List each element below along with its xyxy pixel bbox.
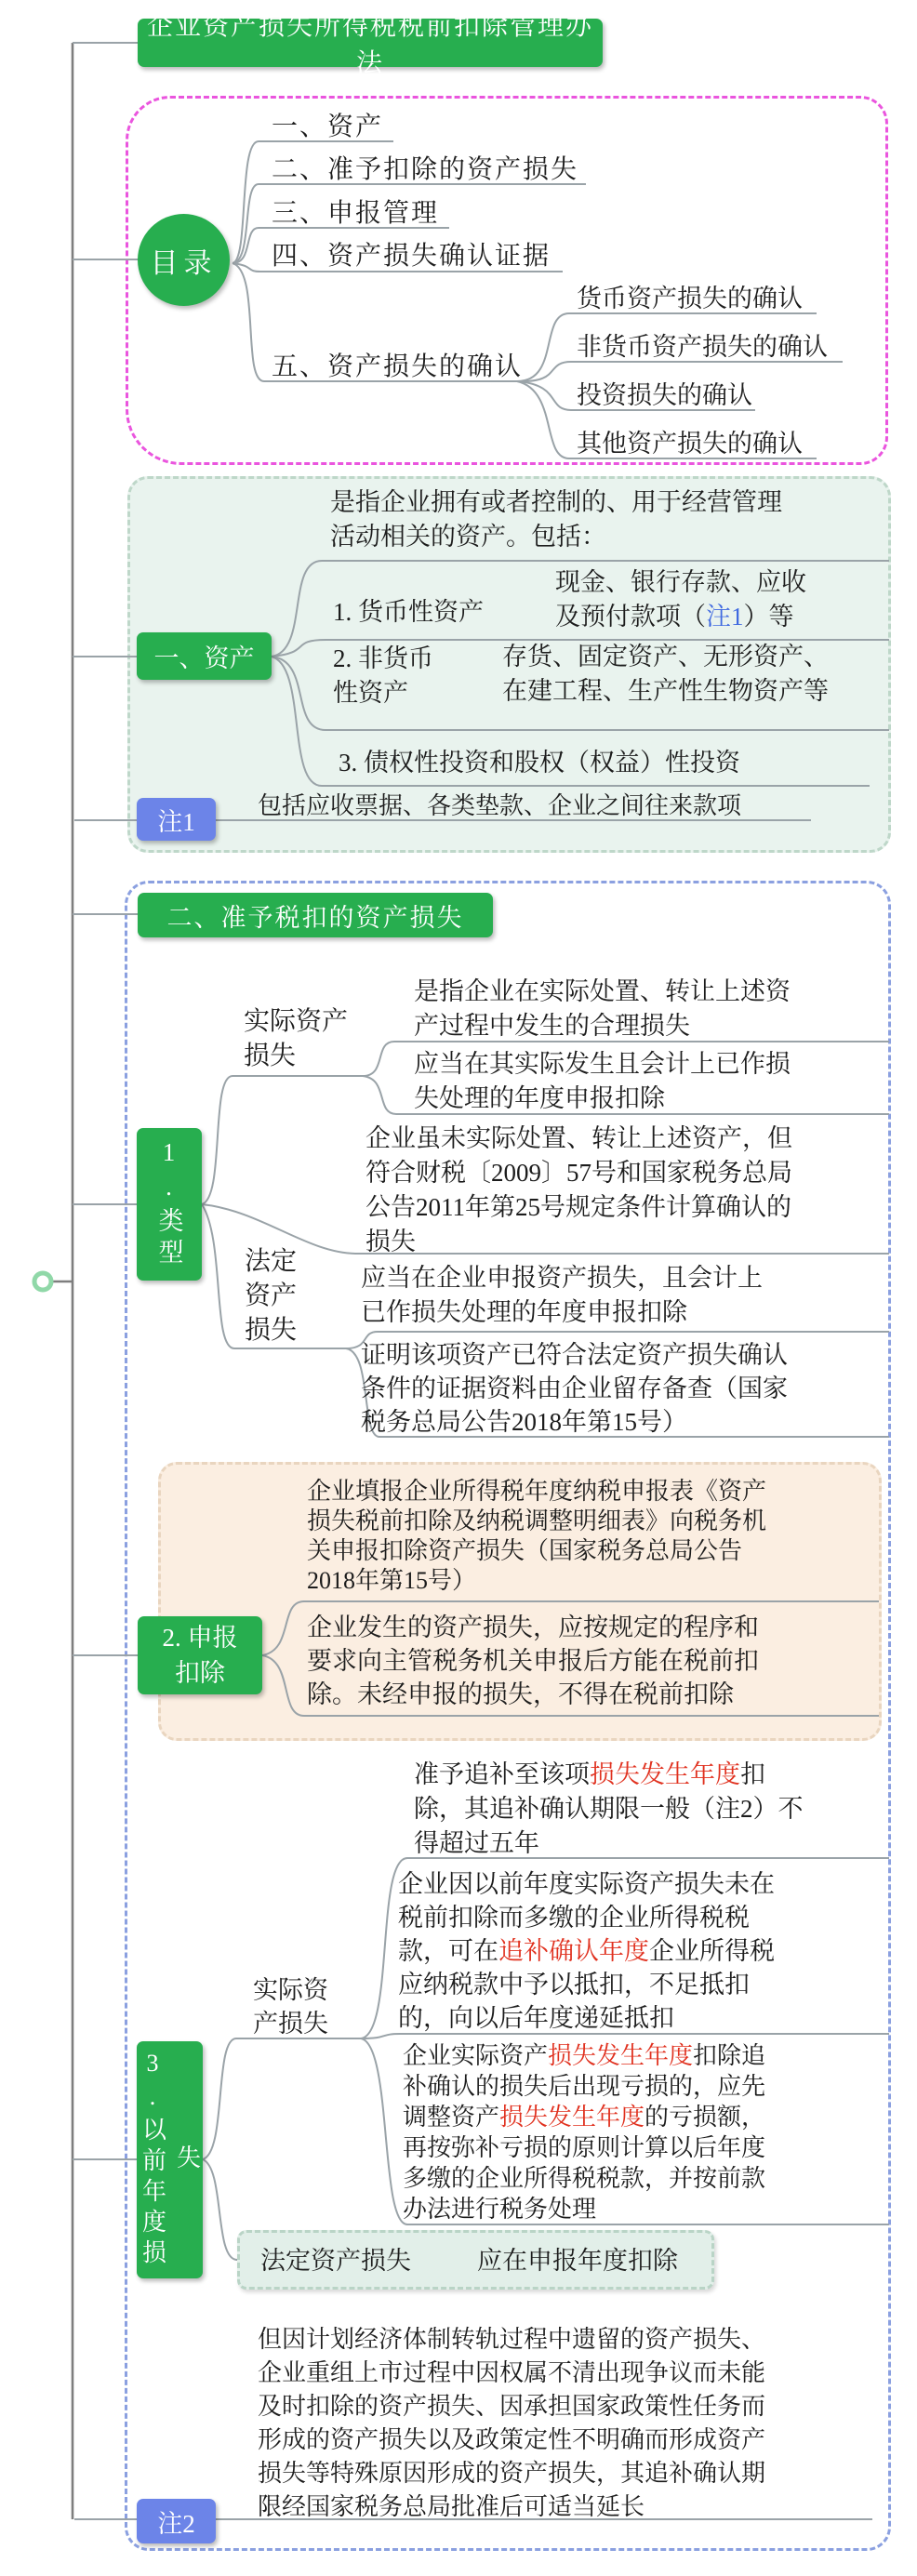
actual-loss-def: 是指企业在实际处置、转让上述资 产过程中发生的合理损失 xyxy=(414,977,791,1040)
prior-legal-loss-value: 应在申报年度扣除 xyxy=(477,2247,678,2275)
legal-loss-label[interactable]: 法定 资产 损失 xyxy=(245,1247,298,1345)
toc-item-evidence[interactable]: 四、资产损失确认证据 xyxy=(272,242,552,271)
legal-loss-def: 企业虽未实际处置、转让上述资产，但 符合财税〔2009〕57号和国家税务总局 公告2011年第25号规定条件计算确认的 损失 xyxy=(365,1124,792,1255)
assets-intro: 是指企业拥有或者控制的、用于经营管理 活动相关的资产。包括： xyxy=(330,488,782,551)
legal-loss-evidence: 证明该项资产已符合法定资产损失确认 条件的证据资料由企业留存备查（国家 税务总局公告2018年第15号） xyxy=(361,1341,788,1436)
note1-node[interactable]: 注1 xyxy=(137,798,216,841)
note1-text: 包括应收票据、各类垫款、企业之间往来款项 xyxy=(258,792,742,819)
prior-overpaid-rule: 企业因以前年度实际资产损失未在 税前扣除而多缴的企业所得税税 款，可在追补确认年度企业所得税 应纳税款中予以抵扣，不足抵扣 的，向以后年度递延抵扣 xyxy=(398,1870,775,2032)
toc-sub-monetary[interactable]: 货币资产损失的确认 xyxy=(577,285,803,312)
root-node xyxy=(34,1273,51,1290)
assets-row2-value: 存货、固定资产、无形资产、 在建工程、生产性生物资产等 xyxy=(502,643,829,705)
note2-node[interactable]: 注2 xyxy=(137,2499,216,2543)
assets-row2-label[interactable]: 2. 非货币 性资产 xyxy=(333,644,433,707)
note2-text: 但因计划经济体制转轨过程中遗留的资产损失、 企业重组上市过程中因权属不清出现争议而未能 及时扣除的资产损失、因承担国家政策性任务而 形成的资产损失以及政策定性不明确而形成资产 损失等特殊原因形成的资产损失，其追补确认期 限经国家税务总局批准后可适当延长 xyxy=(258,2326,766,2520)
legal-loss-rule: 应当在企业申报资产损失，且会计上 已作损失处理的年度申报扣除 xyxy=(361,1264,763,1326)
assets-node[interactable]: 一、资产 xyxy=(137,632,272,680)
assets-row3[interactable]: 3. 债权性投资和股权（权益）性投资 xyxy=(339,749,740,777)
assets-row1-value: 现金、银行存款、应收 及预付款项（注1）等 xyxy=(555,568,806,631)
prior-actual-loss-label[interactable]: 实际资 产损失 xyxy=(253,1976,328,2038)
declare-form-text: 企业填报企业所得税年度纳税申报表《资产 损失税前扣除及纳税调整明细表》向税务机 关申报扣除资产损失（国家税务总局公告 2018年第15号） xyxy=(307,1478,767,1594)
toc-sub-other[interactable]: 其他资产损失的确认 xyxy=(577,430,803,458)
map-title[interactable]: 企业资产损失所得税税前扣除管理办法 xyxy=(138,19,603,67)
toc-item-assets[interactable]: 一、资产 xyxy=(272,113,384,141)
deduct-header-node[interactable]: 二、准予税扣的资产损失 xyxy=(138,893,493,937)
declare-node[interactable]: 2. 申报 扣除 xyxy=(138,1616,262,1694)
toc-node[interactable]: 目录 xyxy=(138,214,230,306)
actual-loss-rule: 应当在其实际发生且会计上已作损 失处理的年度申报扣除 xyxy=(414,1050,791,1112)
toc-sub-investment[interactable]: 投资损失的确认 xyxy=(577,381,752,409)
prior-years-node[interactable]: 3.以前年度损失 xyxy=(137,2041,203,2278)
prior-deficit-rule: 企业实际资产损失发生年度扣除追 补确认的损失后出现亏损的，应先 调整资产损失发生年度的亏损额， 再按弥补亏损的原则计算以后年度 多缴的企业所得税税款，并按前款 办法进行税务处理 xyxy=(403,2042,766,2223)
toc-item-confirm[interactable]: 五、资产损失的确认 xyxy=(272,352,524,381)
prior-legal-loss-box[interactable] xyxy=(237,2230,714,2290)
toc-item-deduct[interactable]: 二、准予扣除的资产损失 xyxy=(272,155,579,184)
prior-legal-loss-label: 法定资产损失 xyxy=(260,2247,411,2275)
actual-loss-label[interactable]: 实际资产 损失 xyxy=(244,1007,349,1070)
note1-ref: 注1 xyxy=(706,603,744,631)
declare-rule-text: 企业发生的资产损失，应按规定的程序和 要求向主管税务机关申报后方能在税前扣 除。未经申报的损失，不得在税前扣除 xyxy=(307,1613,759,1708)
assets-row1-label[interactable]: 1. 货币性资产 xyxy=(333,598,484,626)
toc-sub-nonmonetary[interactable]: 非货币资产损失的确认 xyxy=(577,333,828,361)
toc-item-declare[interactable]: 三、申报管理 xyxy=(272,199,440,228)
type-node[interactable]: 1.类型 xyxy=(137,1128,202,1281)
prior-retro-rule: 准予追补至该项损失发生年度扣 除，其追补确认期限一般（注2）不 得超过五年 xyxy=(414,1760,804,1857)
